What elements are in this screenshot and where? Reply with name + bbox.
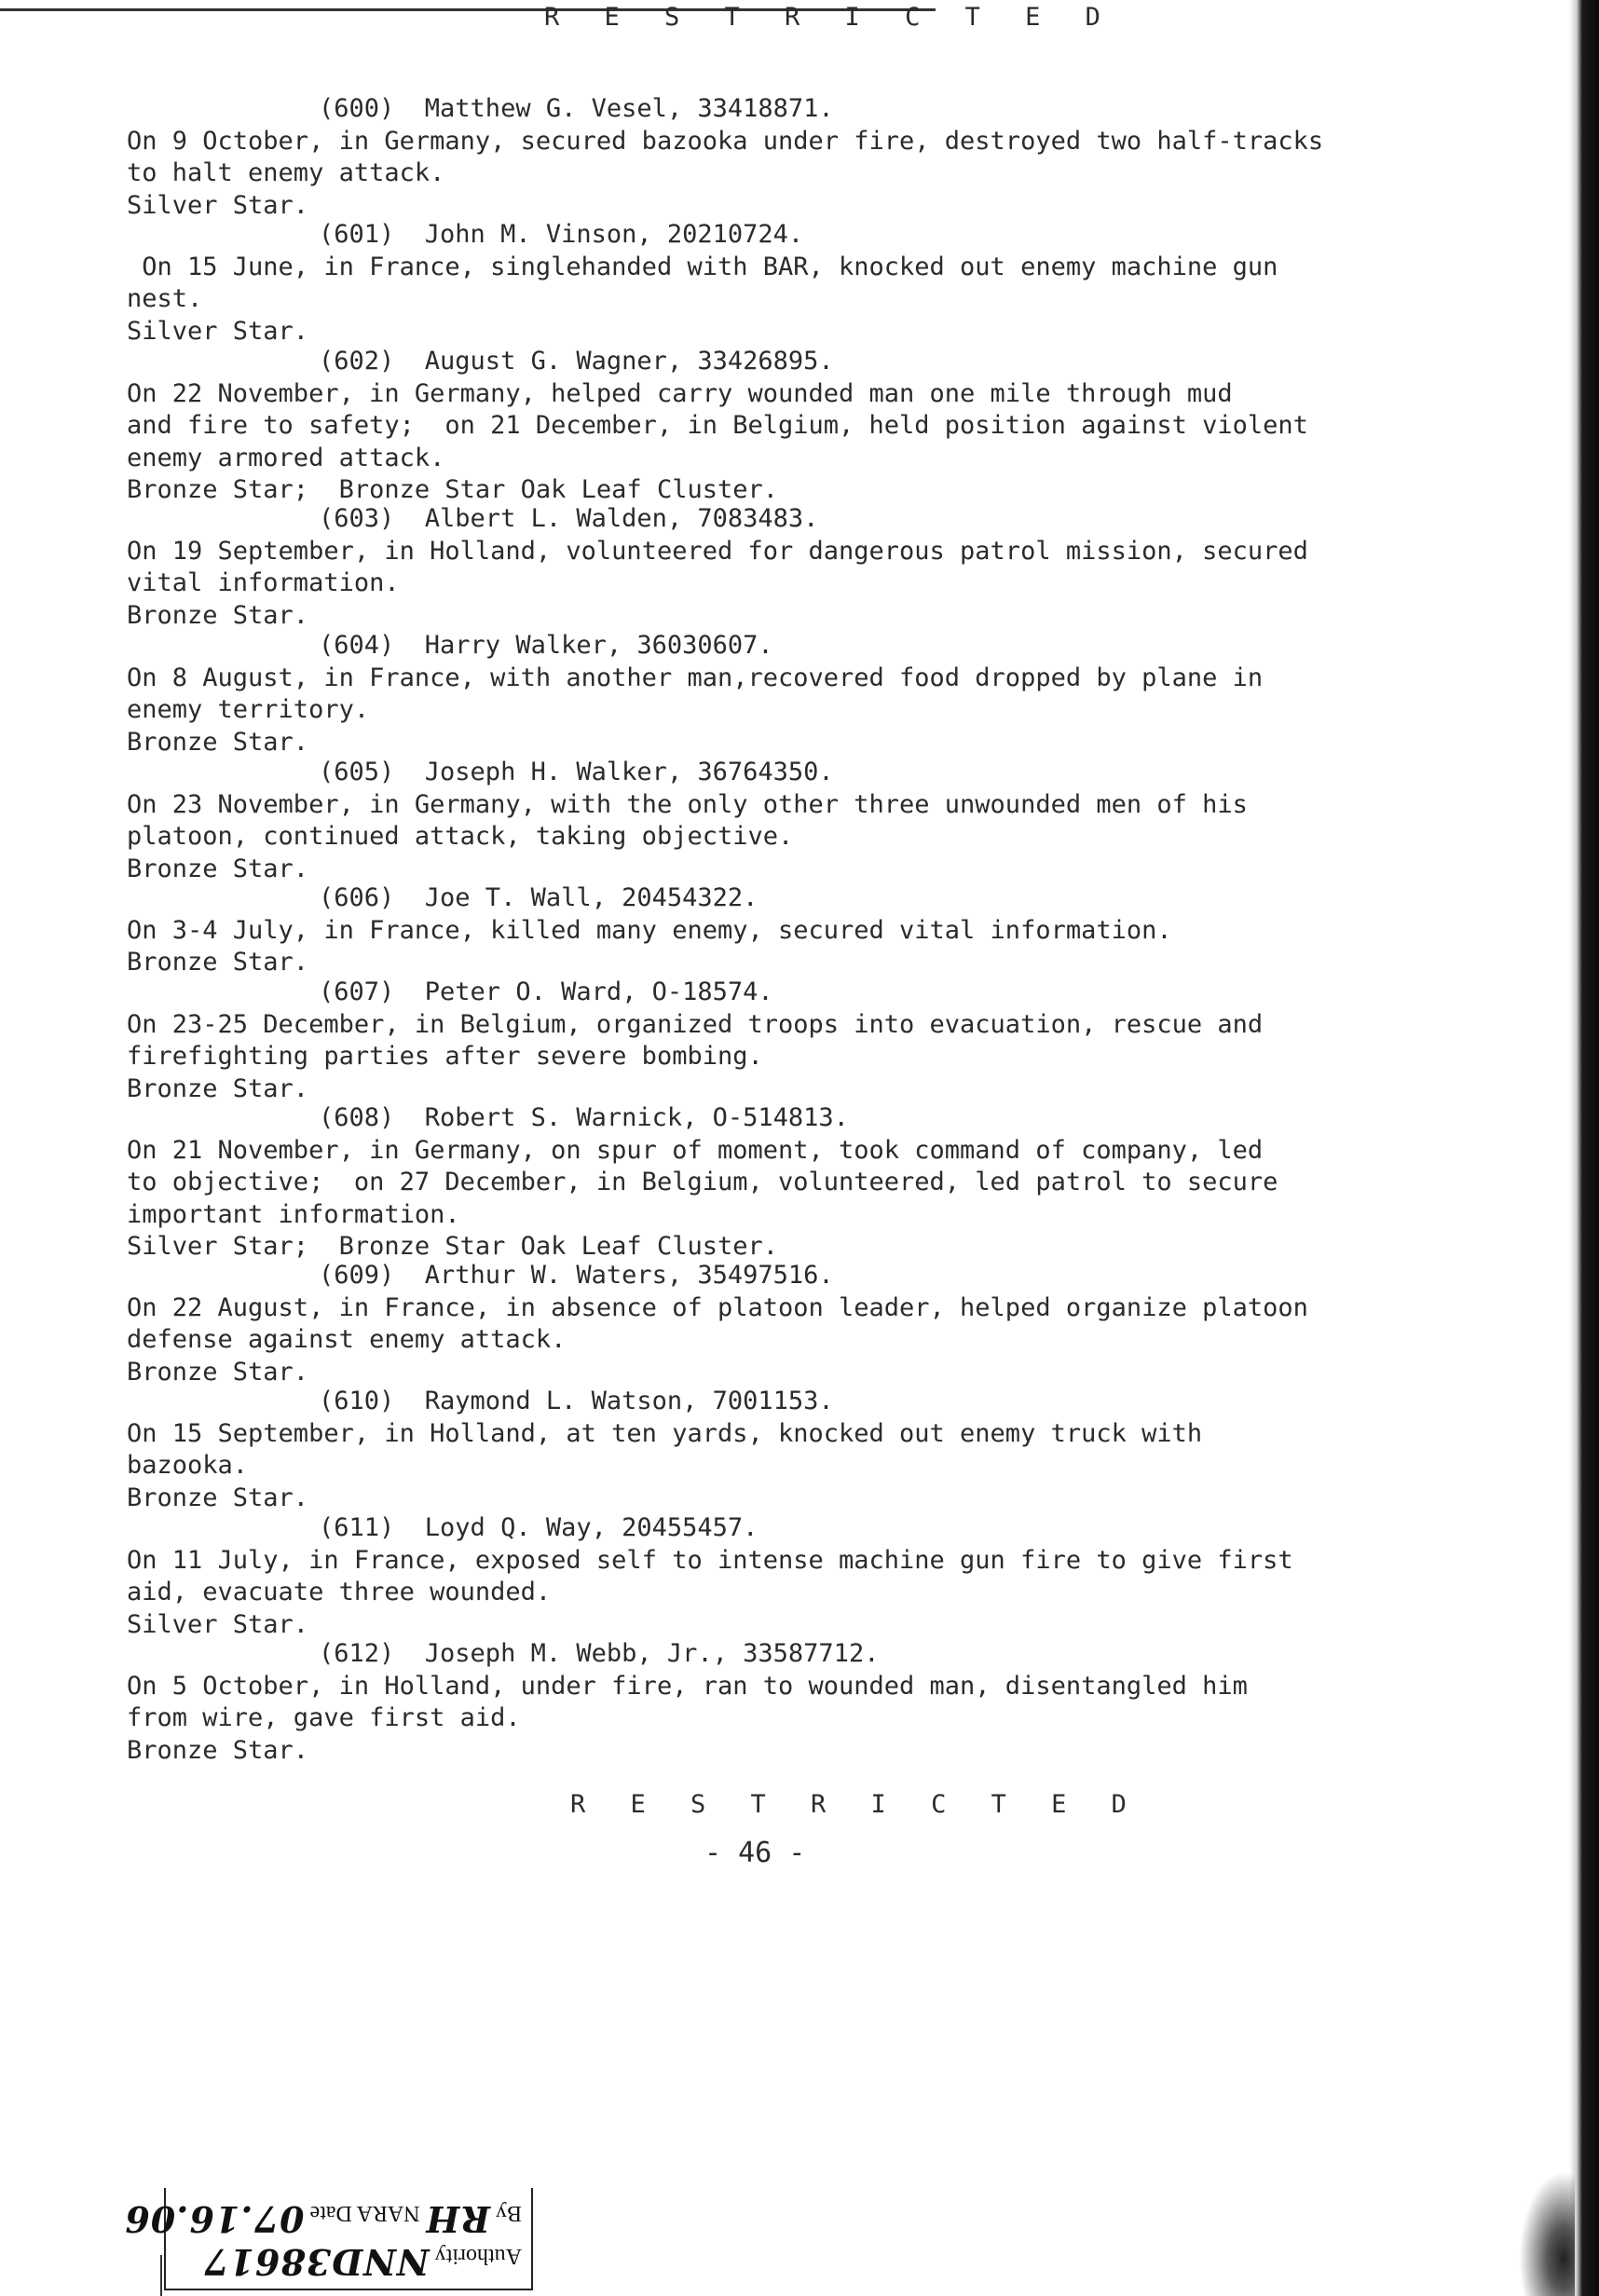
citation-header: (601) John M. Vinson, 20210724. (319, 220, 804, 249)
citation-narrative-line: On 11 July, in France, exposed self to intense machine gun fire to give first (127, 1545, 1293, 1575)
citation-narrative-line: nest. (127, 284, 203, 313)
citation-header: (602) August G. Wagner, 33426895. (319, 347, 834, 376)
citation-narrative-line: firefighting parties after severe bombing. (127, 1042, 763, 1071)
citation-header: (608) Robert S. Warnick, O-514813. (319, 1103, 849, 1132)
citation-narrative-line: On 21 November, in Germany, on spur of moment, took command of company, led (127, 1135, 1264, 1165)
citation-entry (127, 1512, 1357, 1641)
page-number: - 46 - (704, 1837, 806, 1869)
citation-narrative-line: On 19 September, in Holland, volunteered for dangerous patrol mission, secured (127, 536, 1308, 566)
citation-header: (607) Peter O. Ward, O-18574. (319, 977, 773, 1006)
stamp-authority-label: Authority (434, 2244, 522, 2268)
restricted-header: R E S T R I C T E D (544, 3, 1115, 32)
citation-narrative-line: bazooka. (127, 1451, 249, 1480)
stamp-date-line (124, 2198, 522, 2240)
citation-narrative-line: On 9 October, in Germany, secured bazooka under fire, destroyed two half-tracks (127, 126, 1324, 156)
citation-entry (127, 757, 1357, 885)
citation-narrative-line: On 23 November, in Germany, with the only other three unwounded men of his (127, 789, 1248, 819)
citation-award: Silver Star. (127, 1609, 309, 1639)
stamp-nara-label: NARA Date (309, 2201, 420, 2225)
scan-edge-scuff (1519, 2171, 1575, 2296)
stamp-authority-number: NND38617 (203, 2241, 430, 2283)
citation-header: (611) Loyd Q. Way, 20455457. (319, 1513, 758, 1542)
citation-entry (127, 219, 1357, 348)
citation-award: Bronze Star. (127, 1357, 309, 1387)
citation-entry (127, 882, 1357, 979)
citation-header: (606) Joe T. Wall, 20454322. (319, 883, 758, 912)
citation-header: (609) Arthur W. Waters, 35497516. (319, 1261, 834, 1290)
stamp-by-initials: RH (425, 2198, 490, 2240)
citation-award: Silver Star. (127, 316, 309, 346)
citation-narrative-line: On 23-25 December, in Belgium, organized troops into evacuation, rescue and (127, 1009, 1264, 1039)
citation-entry (127, 93, 1357, 222)
citation-entry (127, 977, 1357, 1105)
citation-narrative-line: vital information. (127, 568, 400, 597)
citation-narrative-line: and fire to safety; on 21 December, in Belgium, held position against violent (127, 411, 1308, 440)
citation-narrative-line: On 22 August, in France, in absence of platoon leader, helped organize platoon (127, 1292, 1308, 1322)
citation-entry (127, 1386, 1357, 1514)
citation-award: Silver Star; Bronze Star Oak Leaf Cluster. (127, 1232, 778, 1261)
citation-entry (127, 1638, 1357, 1767)
citation-entry (127, 630, 1357, 758)
stamp-left-bar (160, 2255, 162, 2296)
citation-narrative-line: On 3-4 July, in France, killed many enemy, secured vital information. (127, 915, 1172, 945)
citation-entry (127, 1102, 1357, 1264)
stamp-by-label: By (495, 2201, 522, 2225)
citation-entry (127, 1260, 1357, 1388)
citation-award: Bronze Star. (127, 948, 309, 977)
citation-narrative-line: On 15 June, in France, singlehanded with BAR, knocked out enemy machine gun (127, 252, 1278, 281)
citation-narrative-line: to halt enemy attack. (127, 158, 445, 187)
citation-award: Bronze Star. (127, 854, 309, 883)
stamp-date: 07.16.06 (124, 2198, 305, 2240)
citation-award: Bronze Star. (127, 1483, 309, 1512)
citation-narrative-line: aid, evacuate three wounded. (127, 1578, 552, 1606)
citation-award: Bronze Star. (127, 727, 309, 757)
stamp-authority-line (203, 2241, 522, 2283)
citation-header: (605) Joseph H. Walker, 36764350. (319, 758, 834, 786)
citation-narrative-line: to objective; on 27 December, in Belgium, volunteered, led patrol to secure (127, 1168, 1278, 1196)
citation-narrative-line: platoon, continued attack, taking objective. (127, 822, 794, 851)
citation-entry (127, 503, 1357, 632)
citation-award: Bronze Star. (127, 600, 309, 630)
citation-narrative-line: enemy territory. (127, 695, 370, 724)
citation-entry (127, 346, 1357, 507)
restricted-footer: R E S T R I C T E D (570, 1790, 1141, 1819)
citation-header: (612) Joseph M. Webb, Jr., 33587712. (319, 1639, 880, 1668)
citation-narrative-line: On 15 September, in Holland, at ten yards, knocked out enemy truck with (127, 1418, 1203, 1448)
citation-narrative-line: important information. (127, 1199, 460, 1229)
citation-header: (603) Albert L. Walden, 7083483. (319, 504, 819, 533)
citation-narrative-line: defense against enemy attack. (127, 1325, 567, 1354)
citation-narrative-line: On 8 August, in France, with another man,recovered food dropped by plane in (127, 663, 1264, 692)
citation-narrative-line: enemy armored attack. (127, 443, 445, 472)
citation-narrative-line: On 22 November, in Germany, helped carry wounded man one mile through mud (127, 378, 1233, 408)
citation-narrative-line: On 5 October, in Holland, under fire, ran to wounded man, disentangled him (127, 1671, 1248, 1701)
citation-header: (600) Matthew G. Vesel, 33418871. (319, 94, 834, 123)
citation-narrative-line: from wire, gave first aid. (127, 1703, 521, 1732)
citation-award: Bronze Star. (127, 1735, 309, 1765)
declassification-stamp (124, 2188, 533, 2290)
citation-award: Silver Star. (127, 190, 309, 220)
citation-award: Bronze Star; Bronze Star Oak Leaf Cluster. (127, 475, 778, 504)
scan-edge-shadow (1569, 0, 1599, 2296)
citation-award: Bronze Star. (127, 1073, 309, 1103)
citation-header: (610) Raymond L. Watson, 7001153. (319, 1387, 834, 1415)
citation-header: (604) Harry Walker, 36030607. (319, 631, 773, 660)
